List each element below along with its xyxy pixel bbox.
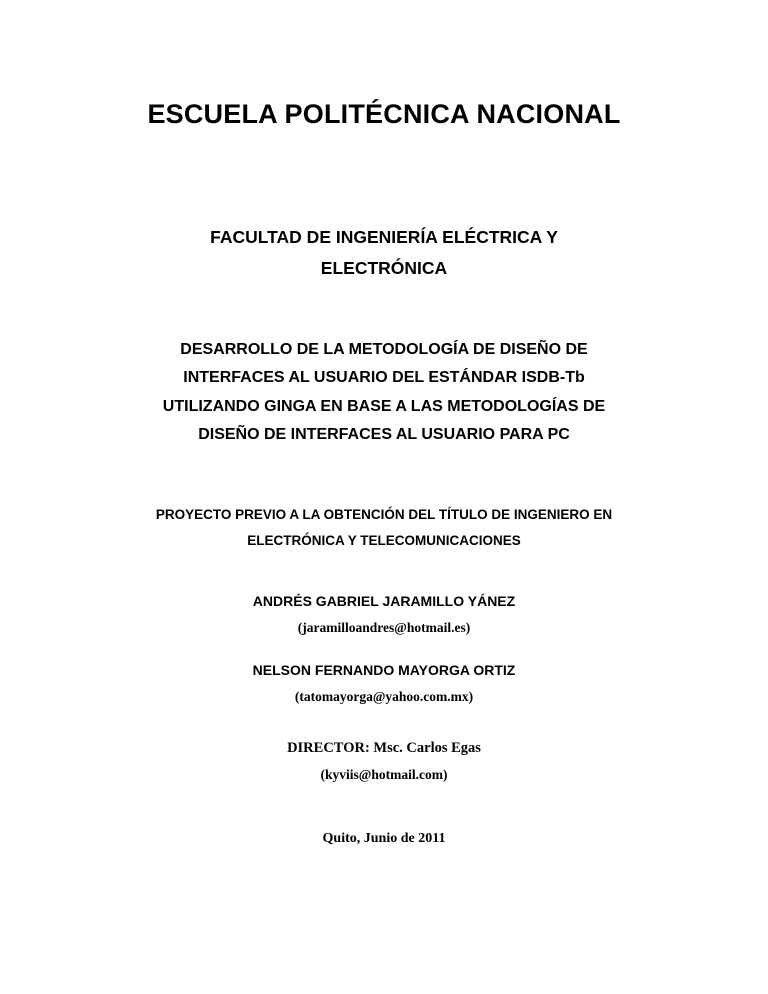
author-block (96, 554, 672, 705)
degree-statement (96, 450, 672, 555)
thesis-title-line: DISEÑO DE INTERFACES AL USUARIO PARA PC (198, 426, 570, 444)
author-email: (jaramilloandres@hotmail.es) (297, 620, 471, 636)
author-email: (tatomayorga@yahoo.com.mx) (294, 689, 474, 705)
institution-title: ESCUELA POLITÉCNICA NACIONAL (147, 99, 621, 129)
thesis-title-line: INTERFACES AL USUARIO DEL ESTÁNDAR ISDB-Tb (183, 369, 585, 387)
faculty-line-2: ELECTRÓNICA (320, 258, 448, 279)
thesis-title (96, 284, 672, 450)
author-name: ANDRÉS GABRIEL JARAMILLO YÁNEZ (252, 593, 516, 610)
director-email: (kyviis@hotmail.com) (320, 767, 448, 783)
author-spacer (96, 637, 672, 661)
degree-statement-line: PROYECTO PREVIO A LA OBTENCIÓN DEL TÍTULO DE INGENIERO EN (155, 506, 613, 522)
director-block (96, 706, 672, 784)
degree-statement-line: ELECTRÓNICA Y TELECOMUNICACIONES (247, 532, 521, 548)
author-name: NELSON FERNANDO MAYORGA ORTIZ (252, 661, 516, 678)
faculty-heading (96, 130, 672, 283)
director-name: DIRECTOR: Msc. Carlos Egas (287, 739, 481, 756)
thesis-title-line: UTILIZANDO GINGA EN BASE A LAS METODOLOGÍAS DE (162, 397, 606, 415)
thesis-title-line: DESARROLLO DE LA METODOLOGÍA DE DISEÑO DE (180, 340, 588, 358)
faculty-line-1: FACULTAD DE INGENIERÍA ELÉCTRICA Y (210, 227, 558, 248)
place-and-date: Quito, Junio de 2011 (322, 831, 446, 846)
